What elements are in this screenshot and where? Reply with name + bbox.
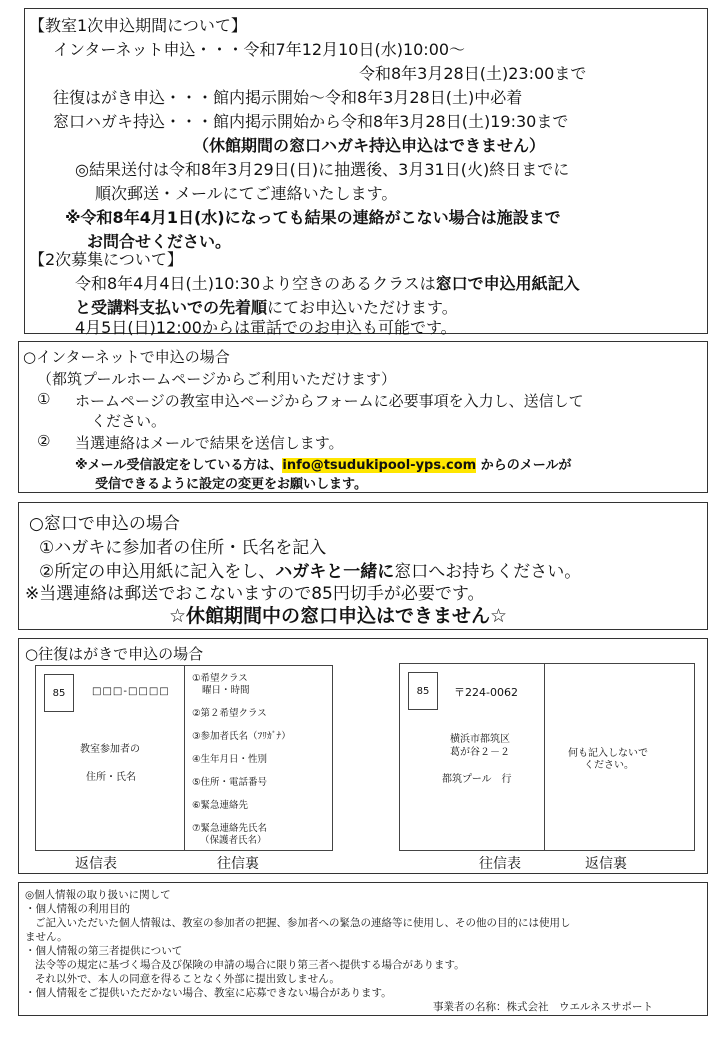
stamp-box-left bbox=[44, 674, 74, 712]
privacy-line: ・個人情報の第三者提供について bbox=[25, 945, 183, 957]
card-divider-right bbox=[544, 664, 545, 850]
result-line-2: 順次郵送・メールにてご連絡いたします。 bbox=[95, 184, 398, 203]
internet-sub: （都筑プールホームページからご利用いただけます） bbox=[37, 370, 396, 388]
field-item: ②第２希望クラス bbox=[192, 708, 267, 719]
recipient-line-1: 教室参加者の bbox=[80, 744, 140, 755]
privacy-section bbox=[18, 882, 708, 1016]
label-reply-front: 返信表 bbox=[75, 856, 117, 872]
second-heading: 【2次募集について】 bbox=[29, 250, 183, 269]
label-send-front: 往信表 bbox=[479, 856, 521, 872]
mail-note-prefix: ※メール受信設定をしている方は、 bbox=[75, 458, 283, 473]
second-line-1-bold: 窓口で申込用紙記入 bbox=[435, 274, 580, 293]
card-divider-left bbox=[184, 666, 185, 850]
blank-note-1: 何も記入しないで bbox=[568, 748, 648, 759]
counter-line-1: ①ハガキに参加者の住所・氏名を記入 bbox=[39, 538, 327, 558]
counter-line-2-bold: ハガキと一緒に bbox=[275, 562, 395, 582]
counter-period-line: 窓口ハガキ持込・・・館内掲示開始から令和8年3月28日(土)19:30まで bbox=[53, 112, 569, 131]
mail-note-suffix: からのメールが bbox=[476, 458, 572, 473]
counter-line-2-text-b: 窓口へお持ちください。 bbox=[394, 562, 582, 582]
facility-address-1: 横浜市都筑区 bbox=[450, 734, 510, 745]
field-item: ⑤住所・電話番号 bbox=[192, 777, 268, 788]
label-reply-back: 返信裏 bbox=[585, 856, 627, 872]
field-item: ⑦緊急連絡先氏名 bbox=[192, 823, 268, 834]
counter-line-2-text-a: ②所定の申込用紙に記入をし、 bbox=[39, 562, 276, 582]
field-item: ⑥緊急連絡先 bbox=[192, 800, 249, 811]
counter-line-3: ※当選連絡は郵送でおこないますので85円切手が必要です。 bbox=[25, 584, 485, 604]
facility-address-2: 葛が谷２－２ bbox=[450, 747, 510, 758]
second-line-3: 4月5日(日)12:00からは電話でのお申込も可能です。 bbox=[75, 318, 457, 337]
second-line-1 bbox=[75, 271, 580, 294]
internet-section bbox=[18, 341, 708, 493]
privacy-line: ・個人情報の利用目的 bbox=[25, 903, 130, 915]
step2-line: 当選連絡はメールで結果を送信します。 bbox=[75, 434, 344, 452]
counter-line-4: ☆休館期間中の窓口申込はできません☆ bbox=[169, 605, 508, 627]
field-item: ④生年月日・性別 bbox=[192, 754, 268, 765]
notice-line-2: お問合せください。 bbox=[87, 232, 232, 251]
privacy-line: それ以外で、本人の同意を得ることなく外部に提出致しません。 bbox=[35, 973, 340, 985]
result-line-1: ◎結果送付は令和8年3月29日(日)に抽選後、3月31日(火)終日までに bbox=[75, 160, 570, 179]
internet-period-line: インターネット申込・・・令和7年12月10日(水)10:00～ bbox=[53, 40, 466, 59]
counter-heading: ○窓口で申込の場合 bbox=[29, 514, 180, 534]
stamp-value-left: 85 bbox=[52, 687, 66, 699]
step1-line-2: ください。 bbox=[91, 412, 167, 430]
stamp-box-right bbox=[408, 672, 438, 710]
zip-placeholder: □□□-□□□□ bbox=[92, 686, 170, 697]
field-item: 曜日・時間 bbox=[202, 685, 250, 696]
step1-number: ① bbox=[37, 390, 51, 408]
privacy-line: ご記入いただいた個人情報は、教室の参加者の把握、参加者への緊急の連絡等に使用し、その他の目的には使用し bbox=[35, 917, 571, 929]
internet-heading: ○インターネットで申込の場合 bbox=[23, 348, 230, 366]
privacy-line: ません。 bbox=[25, 931, 68, 943]
email-address: info@tsudukipool-yps.com bbox=[282, 458, 477, 473]
postcard-heading: ○往復はがきで申込の場合 bbox=[25, 645, 204, 663]
blank-note-2: ください。 bbox=[584, 760, 634, 771]
reply-postcard bbox=[35, 665, 333, 851]
facility-zip: 〒224-0062 bbox=[454, 686, 518, 699]
mail-note-line-1 bbox=[75, 454, 572, 473]
field-item: （保護者氏名） bbox=[200, 835, 267, 846]
privacy-line: ・個人情報をご提供いただかない場合、教室に応募できない場合があります。 bbox=[25, 987, 392, 999]
stamp-value-right: 85 bbox=[416, 685, 430, 697]
step2-number: ② bbox=[37, 432, 51, 450]
closed-note: （休館期間の窓口ハガキ持込申込はできません） bbox=[193, 136, 546, 155]
notice-line-1: ※令和8年4月1日(水)になっても結果の連絡がこない場合は施設まで bbox=[65, 208, 561, 227]
postcard-period-line: 往復はがき申込・・・館内掲示開始～令和8年3月28日(土)中必着 bbox=[53, 88, 523, 107]
period-section bbox=[24, 8, 708, 337]
internet-period-end: 令和8年3月28日(土)23:00まで bbox=[359, 64, 587, 83]
postcard-section bbox=[18, 638, 708, 874]
privacy-line: 法令等の規定に基づく場合及び保険の申請の場合に限り第三者へ提供する場合があります。 bbox=[35, 959, 465, 971]
field-item: ①希望クラス bbox=[192, 673, 248, 684]
second-line-2-text: にてお申込いただけます。 bbox=[267, 298, 458, 317]
mail-note-line-2: 受信できるように設定の変更をお願いします。 bbox=[95, 477, 367, 492]
recipient-line-2: 住所・氏名 bbox=[86, 772, 136, 783]
period-heading: 【教室1次申込期間について】 bbox=[29, 16, 247, 35]
send-postcard bbox=[399, 663, 695, 851]
privacy-heading: ◎個人情報の取り扱いに関して bbox=[25, 889, 171, 901]
second-line-2-bold: と受講料支払いでの先着順 bbox=[75, 298, 268, 317]
counter-section bbox=[18, 502, 708, 630]
second-line-1-text: 令和8年4月4日(土)10:30より空きのあるクラスは bbox=[75, 274, 436, 293]
company-name: 事業者の名称：株式会社 ウエルネスサポート bbox=[433, 1001, 653, 1013]
facility-name: 都筑プール 行 bbox=[442, 774, 512, 785]
field-item: ③参加者氏名（ﾌﾘｶﾞﾅ） bbox=[192, 731, 291, 742]
step1-line-1: ホームページの教室申込ページからフォームに必要事項を入力し、送信して bbox=[75, 392, 584, 410]
label-send-back: 往信裏 bbox=[217, 856, 259, 872]
